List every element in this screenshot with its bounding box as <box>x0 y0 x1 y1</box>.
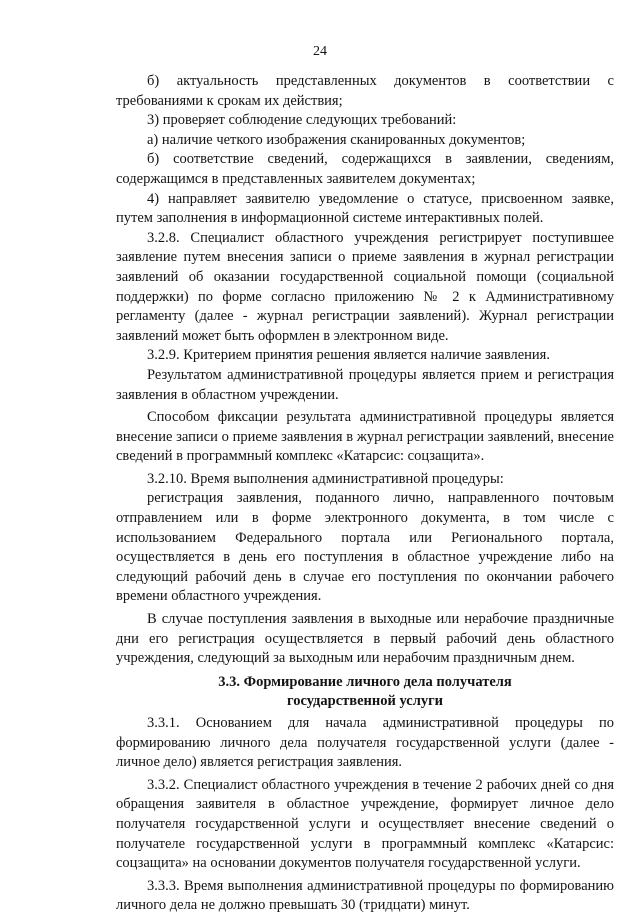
paragraph: регистрация заявления, поданного лично, направленного почтовым отправлением или в форме электронного документа, в том числе с использованием Федерального портала или Регионального портала, осуществляется в день его поступления в областное учреждение либо на следующий рабочий день в случае его поступления по окончании рабочего времени областного учреждения. <box>116 490 614 605</box>
paragraph: 3) проверяет соблюдение следующих требований: <box>147 112 457 129</box>
page-number: 24 <box>313 44 327 59</box>
paragraph: В случае поступления заявления в выходные или нерабочие праздничные дни его регистрация осуществляется в первый рабочий день областного учреждения, следующий за выходным или нерабочим праздничным днем. <box>116 611 614 667</box>
paragraph: 3.3.1. Основанием для начала административной процедуры по формированию личного дела получателя государственной услуги (далее - личное дело) является регистрация заявления. <box>116 715 614 771</box>
paragraph: 3.3.2. Специалист областного учреждения в течение 2 рабочих дней со дня обращения заявителя в областное учреждение, формирует личное дело получателя государственной услуги и осуществляет внесение сведений о получателе государственной услуги в программный комплекс «Катарсис: соцзащита» на основании документов получателя государственной услуги. <box>116 776 614 872</box>
paragraph: б) соответствие сведений, содержащихся в заявлении, сведениям, содержащимся в представленных заявителем документах; <box>116 151 614 187</box>
section-heading-line-2: государственной услуги <box>286 693 444 710</box>
paragraph: Результатом административной процедуры является прием и регистрация заявления в областном учреждении. <box>116 366 614 403</box>
paragraph: а) наличие четкого изображения сканированных документов; <box>147 131 526 148</box>
paragraph: 3.2.9. Критерием принятия решения является наличие заявления. <box>147 347 550 364</box>
paragraph: 4) направляет заявителю уведомление о статусе, присвоенном заявке, путем заполнения в информационной системе интерактивных полей. <box>116 190 614 227</box>
document-body <box>116 72 614 916</box>
paragraph: б) актуальность представленных документов в соответствии с требованиями к срокам их действия; <box>116 73 614 109</box>
section-heading-line-1: 3.3. Формирование личного дела получателя <box>218 673 512 690</box>
section-heading <box>116 673 614 712</box>
paragraph: Способом фиксации результата административной процедуры является внесение записи о приеме заявления в журнал регистрации заявлений, внесение сведений в программный комплекс «Катарсис: соцзащита». <box>116 409 614 465</box>
paragraph: 3.2.8. Специалист областного учреждения регистрирует поступившее заявление путем внесения записи о приеме заявления в журнал регистрации заявлений об оказании государственной социальной помощи (социальной поддержки) по форме согласно приложению № 2 к Административному регламенту (далее - журнал регистрации заявлений). Журнал регистрации заявлений может быть оформлен в электронном виде. <box>116 229 614 344</box>
paragraph: 3.2.10. Время выполнения административной процедуры: <box>147 470 504 487</box>
paragraph: 3.3.3. Время выполнения административной процедуры по формированию личного дела не должно превышать 30 (тридцати) минут. <box>116 877 614 914</box>
